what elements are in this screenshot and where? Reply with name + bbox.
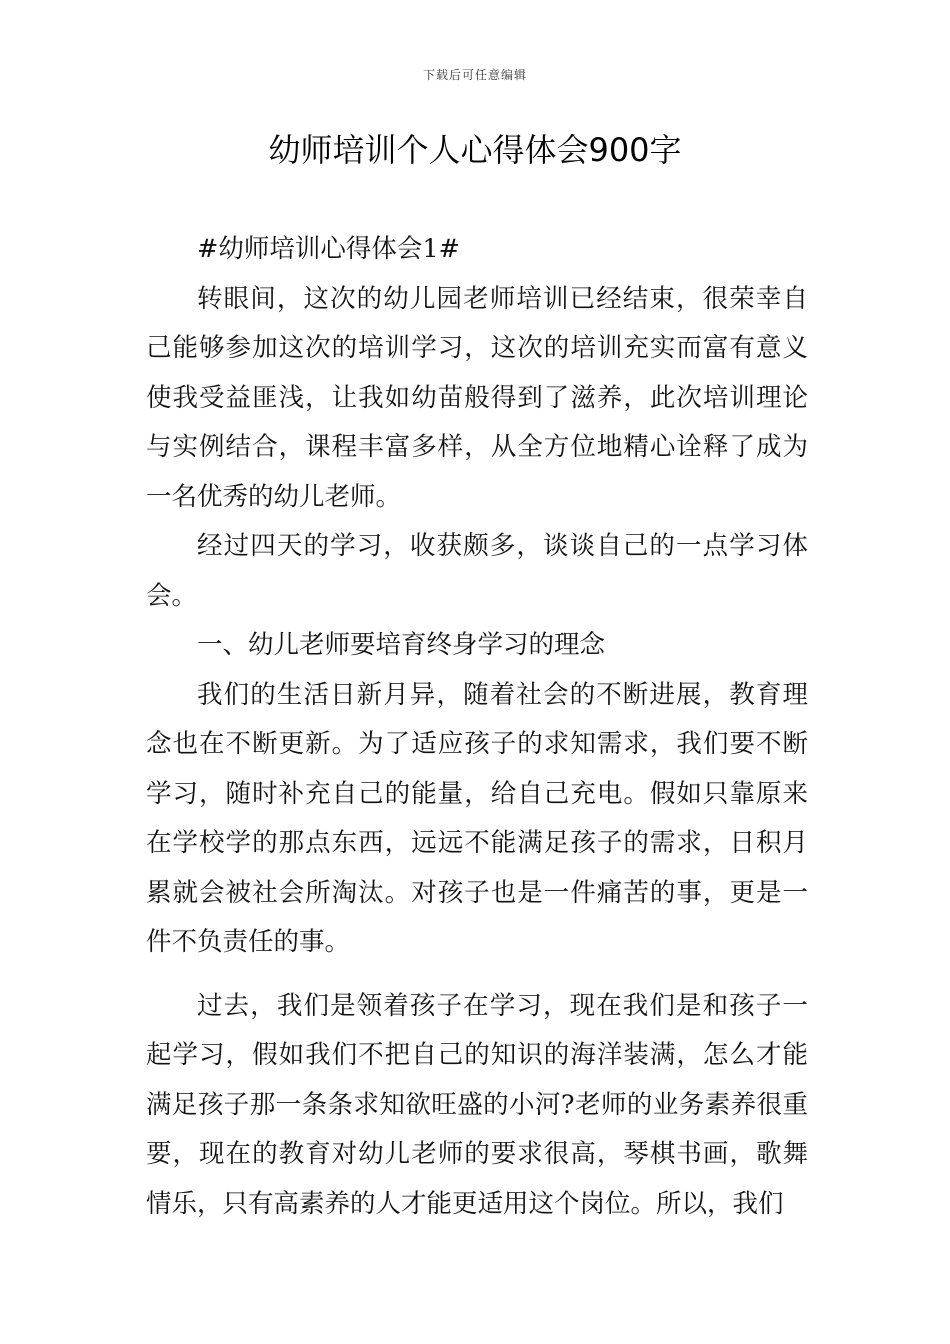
paragraph-spacer: [146, 968, 808, 982]
paragraph: 过去，我们是领着孩子在学习，现在我们是和孩子一起学习，假如我们不把自己的知识的海洋装满，怎么才能满足孩子那一条条求知欲旺盛的小河?老师的业务素养很重要，现在的教育对幼儿老师的要求很高，琴棋书画，歌舞情乐，只有高素养的人才能更适用这个岗位。所以，我们: [146, 990, 808, 1219]
document-title: 幼师培训个人心得体会900字: [268, 131, 682, 169]
document-body: [146, 225, 808, 1229]
paragraph: 经过四天的学习，收获颇多，谈谈自己的一点学习体会。: [146, 531, 808, 611]
paragraph-section-heading: #幼师培训心得体会1#: [197, 234, 460, 264]
paragraph: 我们的生活日新月异，随着社会的不断进展，教育理念也在不断更新。为了适应孩子的求知需求，我们要不断学习，随时补充自己的能量，给自己充电。假如只靠原来在学校学的那点东西，远远不能满足孩子的需求，日积月累就会被社会所淘汰。对孩子也是一件痛苦的事，更是一件不负责任的事。: [146, 679, 808, 957]
paragraph: 转眼间，这次的幼儿园老师培训已经结束，很荣幸自己能够参加这次的培训学习，这次的培训充实而富有意义使我受益匪浅，让我如幼苗般得到了滋养，此次培训理论与实例结合，课程丰富多样，从全方位地精心诠释了成为一名优秀的幼儿老师。: [146, 283, 808, 512]
paragraph-subheading: 一、幼儿老师要培育终身学习的理念: [197, 630, 606, 660]
header-note: 下载后可任意编辑: [422, 68, 527, 82]
